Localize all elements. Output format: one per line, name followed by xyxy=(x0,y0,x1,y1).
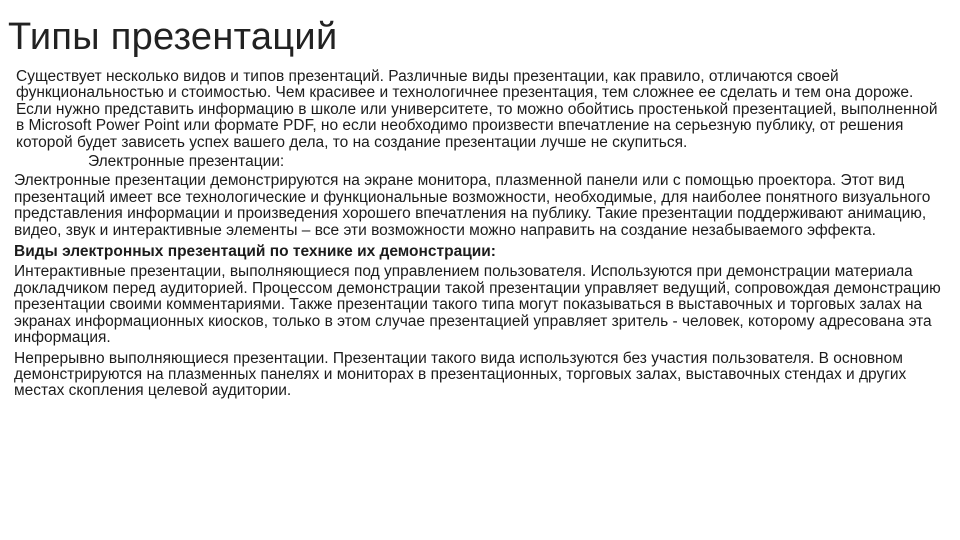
electronic-subheading: Электронные презентации: xyxy=(88,153,285,171)
slide-title: Типы презентаций xyxy=(8,16,338,58)
continuous-paragraph: Непрерывно выполняющиеся презентации. Презентации такого вида используются без участия пользователя. В основном демонстрируются на плазменных панелях и мониторах в презентационных, торговых залах, выставочных стендах и других местах скопления целевой аудитории. xyxy=(14,349,907,400)
interactive-paragraph: Интерактивные презентации, выполняющиеся под управлением пользователя. Используются при демонстрации материала докладчиком перед аудиторией. Процессом демонстрации такой презентации управляет ведущий, сопровождая демонстрацию презентации своими комментариями. Также презентации такого типа могут показываться в выставочных и торговых залах на экранах информационных киосков, только в этом случае презентацией управляет зритель - человек, которому адресована эта информация. xyxy=(14,263,941,347)
types-heading: Виды электронных презентаций по технике их демонстрации: xyxy=(14,243,496,261)
electronic-paragraph: Электронные презентации демонстрируются на экране монитора, плазменной панели или с помощью проектора. Этот вид презентаций имеет все технологические и функциональные возможности, необходимые, для наиболее понятного визуального представления информации и произведения хорошего впечатления на публику. Такие презентации поддерживают анимацию, видео, звук и интерактивные элементы – все эти возможности можно направить на создание незабываемого эффекта. xyxy=(14,172,931,239)
intro-paragraph: Существует несколько видов и типов презентаций. Различные виды презентации, как правило, отличаются своей функциональностью и стоимостью. Чем красивее и технологичнее презентация, тем сложнее ее сделать и тем она дороже. Если нужно представить информацию в школе или университете, то можно обойтись простенькой презентацией, выполненной в Microsoft Power Point или формате PDF, но если необходимо произвести впечатление на серьезную публику, от решения которой будет зависеть успех вашего дела, то на создание презентации лучше не скупиться. xyxy=(16,68,938,151)
slide-body xyxy=(14,69,944,400)
